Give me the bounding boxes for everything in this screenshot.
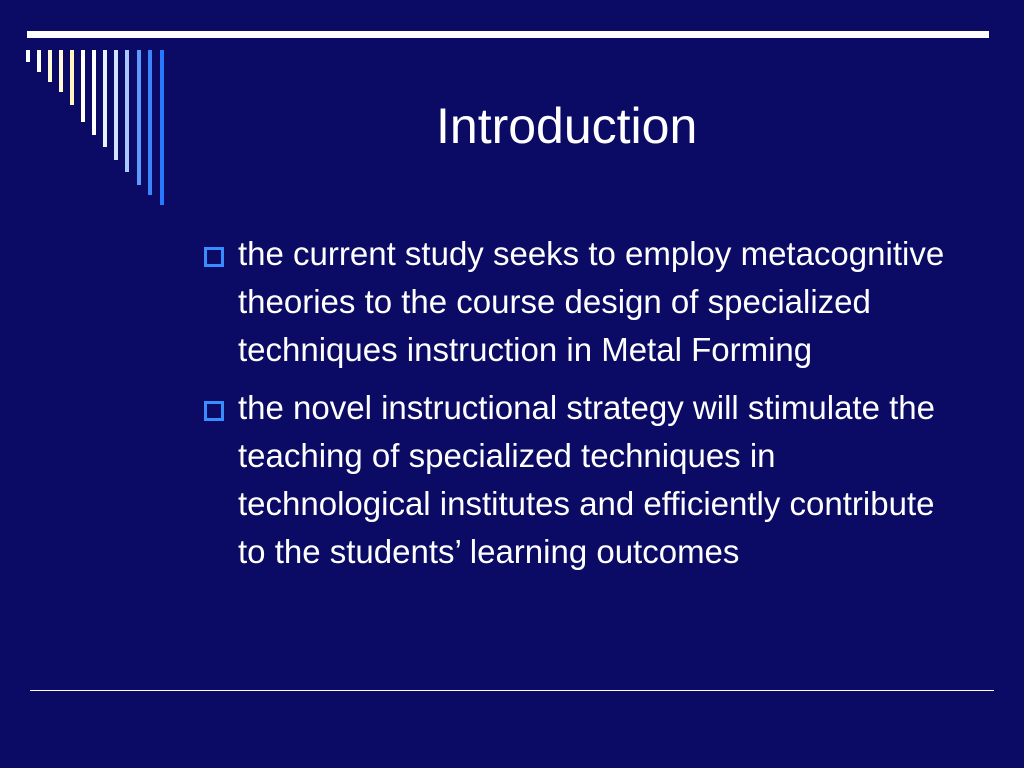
stripe: [26, 50, 30, 62]
stripe: [37, 50, 41, 72]
stripe: [137, 50, 141, 185]
stripe: [114, 50, 118, 160]
bullet-text: the current study seeks to employ metacognitive theories to the course design of specialized techniques instruction in Metal Forming: [238, 235, 945, 368]
stripe: [125, 50, 129, 172]
stripe: [70, 50, 74, 105]
stripe: [48, 50, 52, 82]
slide-title: Introduction: [436, 98, 698, 154]
bullet-item: [200, 384, 970, 576]
stripe: [59, 50, 63, 92]
bullet-item: [200, 230, 970, 374]
square-bullet-icon: [204, 247, 224, 267]
bottom-rule: [30, 690, 994, 691]
bullet-list: [200, 230, 970, 586]
stripe: [160, 50, 164, 205]
bullet-text: the novel instructional strategy will stimulate the teaching of specialized techniques in technological institutes and efficiently contribute to the students’ learning outcomes: [238, 389, 935, 570]
stripe: [103, 50, 107, 147]
decorative-stripes: [0, 0, 180, 220]
square-bullet-icon: [204, 401, 224, 421]
stripe: [81, 50, 85, 122]
stripe: [92, 50, 96, 135]
stripe: [148, 50, 152, 195]
